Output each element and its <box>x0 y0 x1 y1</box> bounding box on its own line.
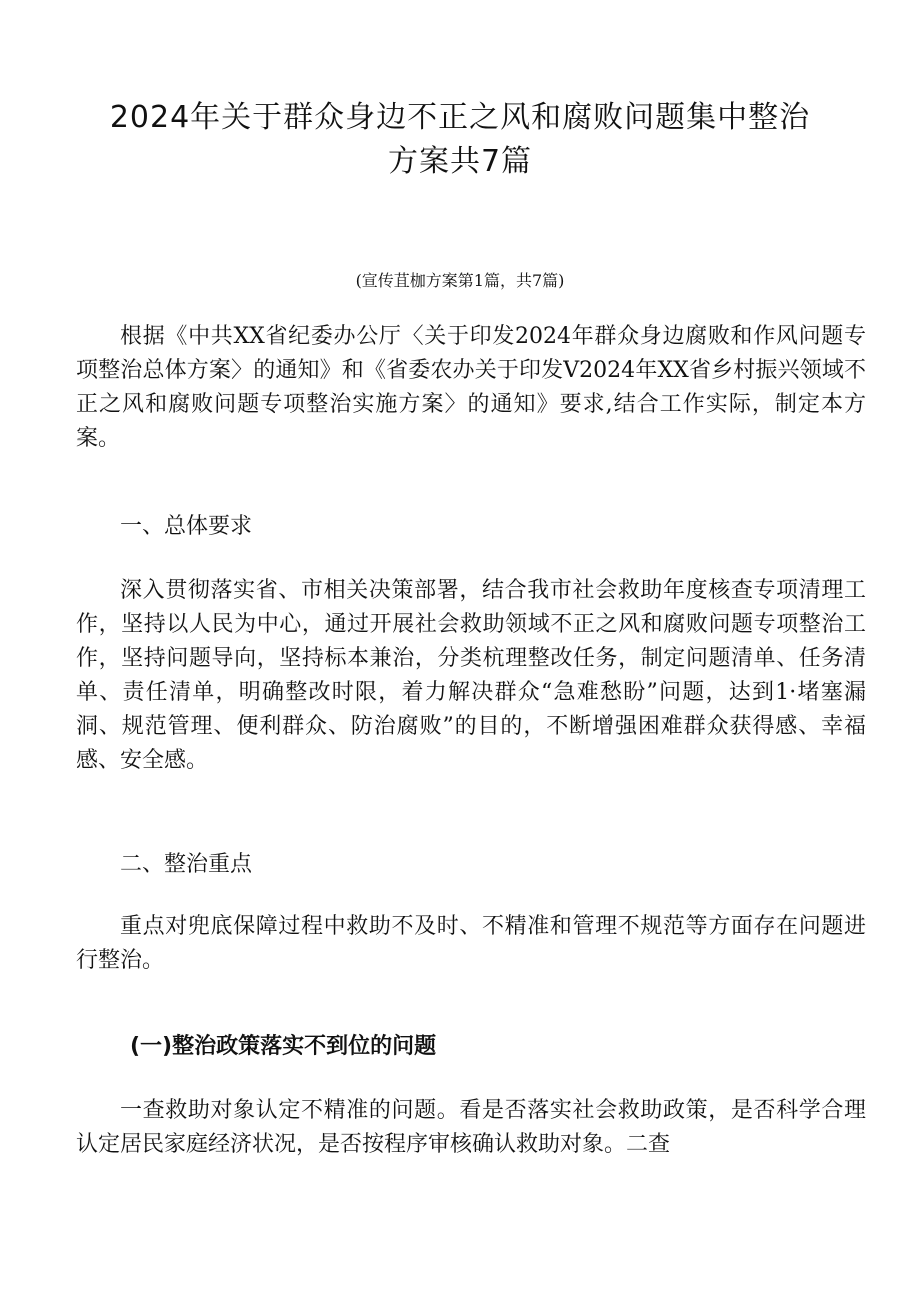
document-title-line-2: 方案共7篇 <box>387 144 533 179</box>
section-paragraph-general-requirements: 深入贯彻落实省、市相关决策部署，结合我市社会救助年度核查专项清理工作，坚持以人民为中心，通过开展社会救助领域不正之风和腐败问题专项整治工作，坚持问题导向，坚持标本兼治，分类杭理整改任务，制定问题清单、任务清单、责任清单，明确整改时限，着力解决群众“急难愁盼”问题，达到1·堵塞漏洞、规范管理、便利群众、防治腐败”的目的，不断增强困难群众获得感、幸福感、安全感。 <box>76 578 866 773</box>
document-subtitle: (宣传苴枷方案第1篇，共7篇) <box>355 271 565 290</box>
subsection-paragraph-policy: 一查救助对象认定不精准的问题。看是否落实社会救助政策，是否科学合理认定居民家庭经济状况，是否按程序审核确认救助对象。二查 <box>76 1098 866 1157</box>
intro-paragraph: 根据《中共XX省纪委办公厅〈关于印发2024年群众身边腐败和作风问题专项整治总体方案〉的通知》和《省委农办关于印发V2024年XX省乡村振兴领域不正之风和腐败问题专项整治实施方案〉的通知》要求,结合工作实际，制定本方案。 <box>76 324 866 451</box>
document-title-line-1: 2024年关于群众身边不正之风和腐败问题集中整治 <box>109 100 811 135</box>
section-heading-key-points: 二、整治重点 <box>120 852 253 877</box>
section-heading-general-requirements: 一、总体要求 <box>120 514 253 539</box>
section-paragraph-key-points: 重点对兜底保障过程中救助不及时、不精准和管理不规范等方面存在问题进行整治。 <box>76 914 866 973</box>
subsection-heading-policy: (一)整治政策落实不到位的问题 <box>130 1034 437 1059</box>
